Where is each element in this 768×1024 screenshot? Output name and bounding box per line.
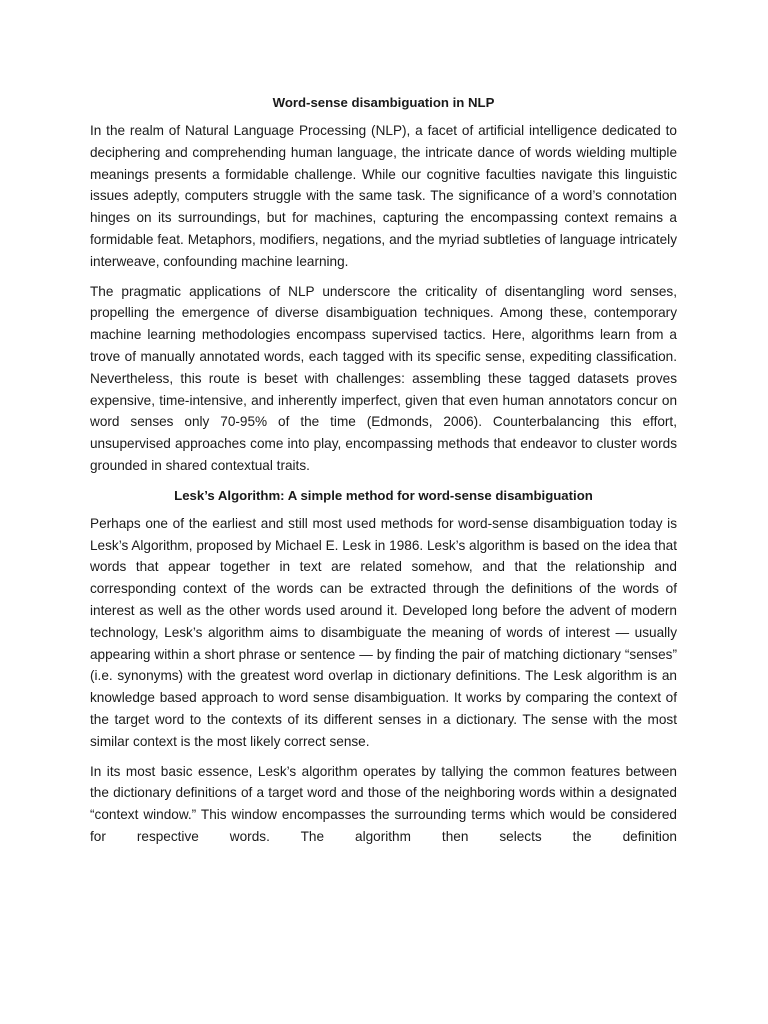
section-heading-lesk: Lesk’s Algorithm: A simple method for word-sense disambiguation xyxy=(174,487,593,503)
paragraph-lesk-2: In its most basic essence, Lesk’s algorithm operates by tallying the common features between the dictionary definitions of a target word and those of the neighboring words within a designated “context window.” This window encompasses the surrounding terms which would be considered for respective words. The algorithm then selects the definition xyxy=(90,763,677,844)
paragraph-lesk-1: Perhaps one of the earliest and still most used methods for word-sense disambiguation today is Lesk’s Algorithm, proposed by Michael E. Lesk in 1986. Lesk’s algorithm is based on the idea that words that appear together in text are related somehow, and that the relationship and corresponding context of the words can be extracted through the definitions of the words of interest as well as the other words used around it. Developed long before the advent of modern technology, Lesk’s algorithm aims to disambiguate the meaning of words of interest — usually appearing within a short phrase or sentence — by finding the pair of matching dictionary “senses” (i.e. synonyms) with the greatest word overlap in dictionary definitions. The Lesk algorithm is an knowledge based approach to word sense disambiguation. It works by comparing the context of the target word to the contexts of its different senses in a dictionary. The sense with the most similar context is the most likely correct sense. xyxy=(90,515,677,749)
paragraph-intro-2: The pragmatic applications of NLP underscore the criticality of disentangling word senses, propelling the emergence of diverse disambiguation techniques. Among these, contemporary machine learning methodologies encompass supervised tactics. Here, algorithms learn from a trove of manually annotated words, each tagged with its specific sense, expediting classification. Nevertheless, this route is beset with challenges: assembling these tagged datasets proves expensive, time-intensive, and inherently imperfect, given that even human annotators concur on word senses only 70-95% of the time (Edmonds, 2006). Counterbalancing this effort, unsupervised approaches come into play, encompassing methods that endeavor to cluster words grounded in shared contextual traits. xyxy=(90,283,677,473)
document-page xyxy=(90,92,677,856)
document-title: Word-sense disambiguation in NLP xyxy=(272,95,495,110)
paragraph-intro-1: In the realm of Natural Language Processing (NLP), a facet of artificial intelligence dedicated to deciphering and comprehending human language, the intricate dance of words wielding multiple meanings presents a formidable challenge. While our cognitive faculties navigate this linguistic issues adeptly, computers struggle with the same task. The significance of a word’s connotation hinges on its surroundings, but for machines, capturing the encompassing context remains a formidable feat. Metaphors, modifiers, negations, and the myriad subtleties of language intricately interweave, confounding machine learning. xyxy=(90,123,677,269)
